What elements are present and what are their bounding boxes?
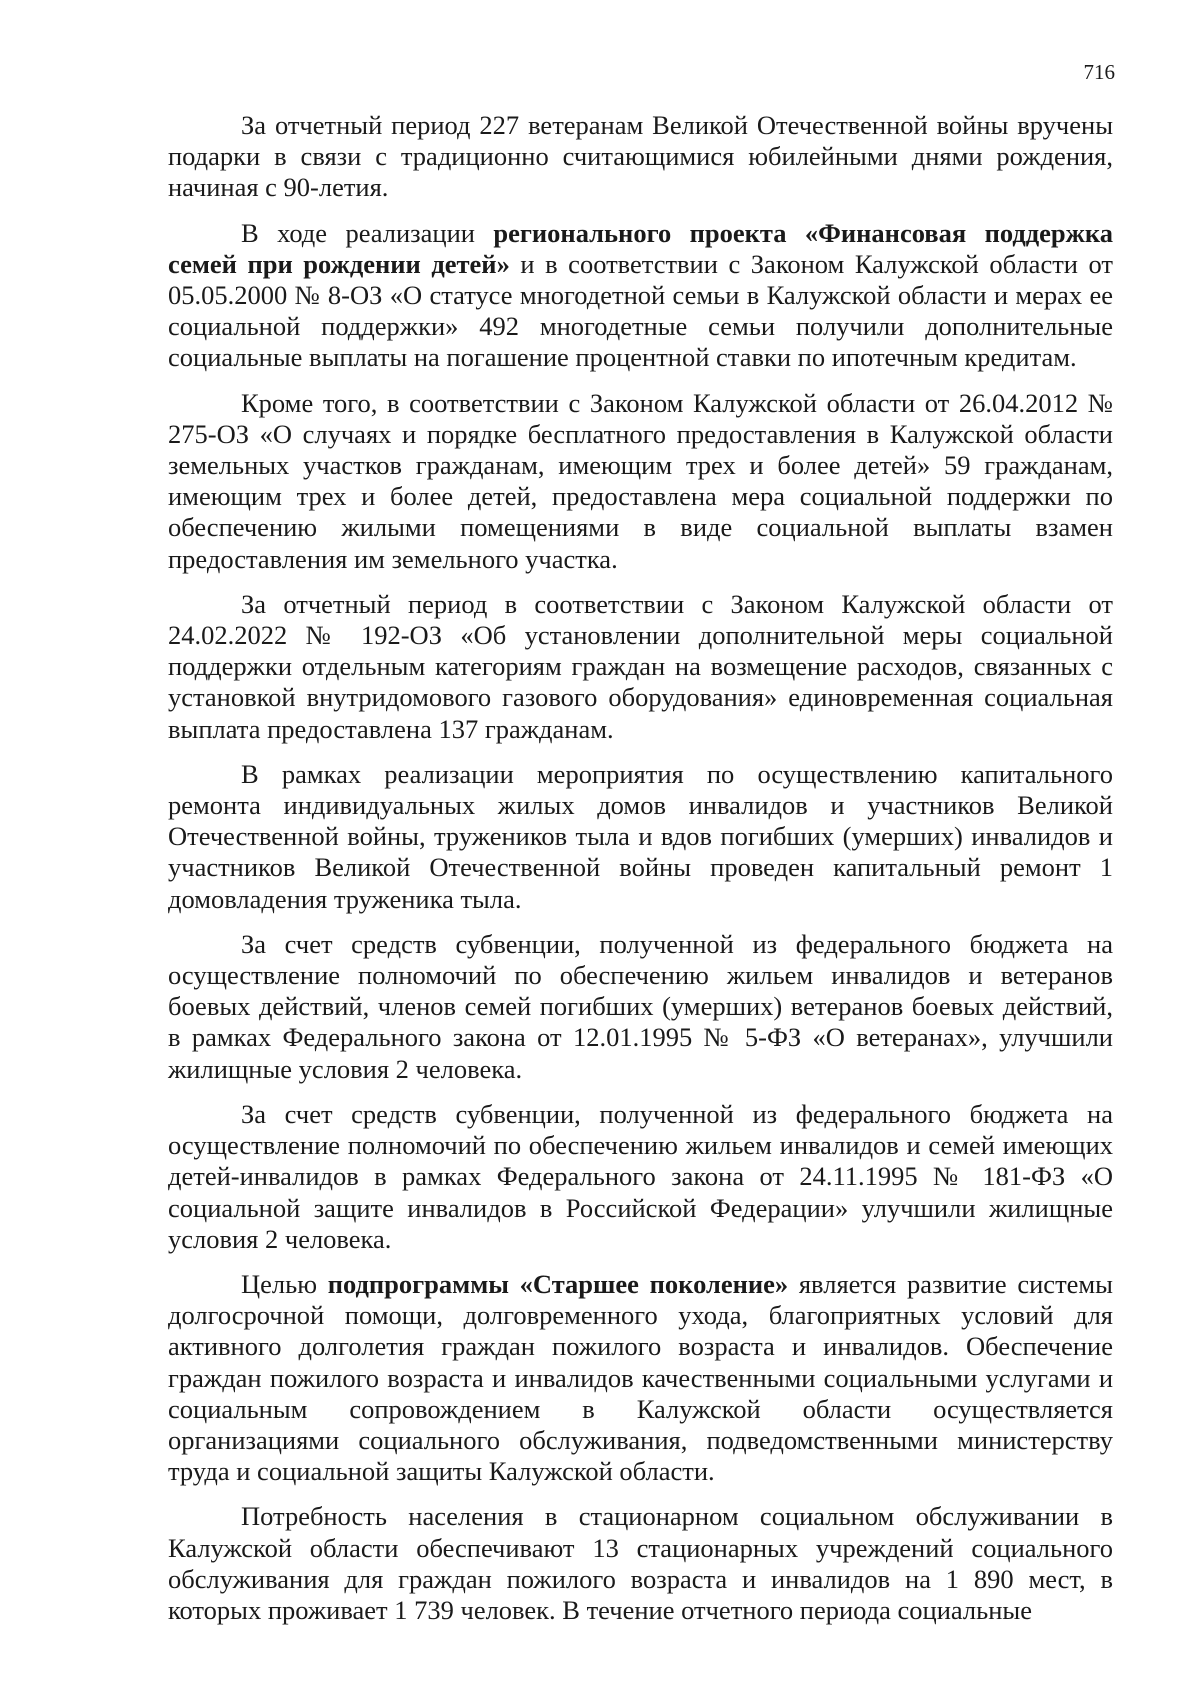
paragraph [168, 388, 1113, 575]
paragraph-text: В ходе реализации [241, 217, 494, 248]
paragraph-text: Кроме того, в соответствии с Законом Калужской области от 26.04.2012 № 275-ОЗ «О случаях и порядке бесплатного предоставления в Калужской области земельных участков гражданам, имеющим трех и более детей» 59 гражданам, имеющим трех и более детей, предоставлена мера социальной поддержки по обеспечению жилыми помещениями в виде социальной выплаты взамен предоставления им земельного участка. [168, 387, 1113, 574]
document-body [168, 110, 1113, 1640]
bold-project-name: регионального проекта «Финансовая поддержка семей при рождении детей» [168, 217, 1113, 279]
paragraph-text: За отчетный период 227 ветеранам Великой Отечественной войны вручены подарки в связи с традиционно считающимися юбилейными днями рождения, начиная с 90-летия. [168, 110, 1113, 203]
paragraph-text: За счет средств субвенции, полученной из федерального бюджета на осуществление полномочий по обеспечению жильем инвалидов и семей имеющих детей-инвалидов в рамках Федерального закона от 24.11.1995 № 181-ФЗ «О социальной защите инвалидов в Российской Федерации» улучшили жилищные условия 2 человека. [168, 1098, 1113, 1254]
paragraph-text: и в соответствии с Законом Калужской области от 05.05.2000 № 8-ОЗ «О статусе многодетной семьи в Калужской области и мерах ее социальной поддержки» 492 многодетные семьи получили дополнительные социальные выплаты на погашение процентной ставки по ипотечным кредитам. [168, 248, 1113, 373]
paragraph-text: За отчетный период в соответствии с Законом Калужской области от 24.02.2022 № 192-ОЗ «Об установлении дополнительной меры социальной поддержки отдельным категориям граждан на возмещение расходов, связанных с установкой внутридомового газового оборудования» единовременная социальная выплата предоставлена 137 гражданам. [168, 588, 1113, 744]
paragraph [168, 929, 1113, 1085]
paragraph [168, 218, 1113, 374]
paragraph-text: Потребность населения в стационарном социальном обслуживании в Калужской области обеспечивают 13 стационарных учреждений социального обслуживания для граждан пожилого возраста и инвалидов на 1 890 мест, в которых проживает 1 739 человек. В течение отчетного периода социальные [168, 1501, 1113, 1625]
page-number: 716 [1083, 60, 1115, 84]
paragraph [168, 1099, 1113, 1255]
paragraph [168, 1501, 1113, 1626]
paragraph [168, 589, 1113, 745]
paragraph-text: За счет средств субвенции, полученной из федерального бюджета на осуществление полномочий по обеспечению жильем инвалидов и ветеранов боевых действий, членов семей погибших (умерших) ветеранов боевых действий, в рамках Федерального закона от 12.01.1995 № 5-ФЗ «О ветеранах», улучшили жилищные условия 2 человека. [168, 928, 1113, 1084]
paragraph [168, 110, 1113, 204]
paragraph-text: Целью [241, 1268, 328, 1299]
paragraph-text: В рамках реализации мероприятия по осуществлению капитального ремонта индивидуальных жилых домов инвалидов и участников Великой Отечественной войны, тружеников тыла и вдов погибших (умерших) инвалидов и участников Великой Отечественной войны проведен капитальный ремонт 1 домовладения труженика тыла. [168, 758, 1113, 914]
bold-subprogram-name: подпрограммы «Старшее поколение» [327, 1268, 789, 1299]
paragraph [168, 1269, 1113, 1487]
paragraph [168, 759, 1113, 915]
paragraph-text: является развитие системы долгосрочной помощи, долговременного ухода, благоприятных условий для активного долголетия граждан пожилого возраста и инвалидов. Обеспечение граждан пожилого возраста и инвалидов качественными социальными услугами и социальным сопровождением в Калужской области осуществляется организациями социального обслуживания, подведомственными министерству труда и социальной защиты Калужской области. [168, 1268, 1113, 1487]
